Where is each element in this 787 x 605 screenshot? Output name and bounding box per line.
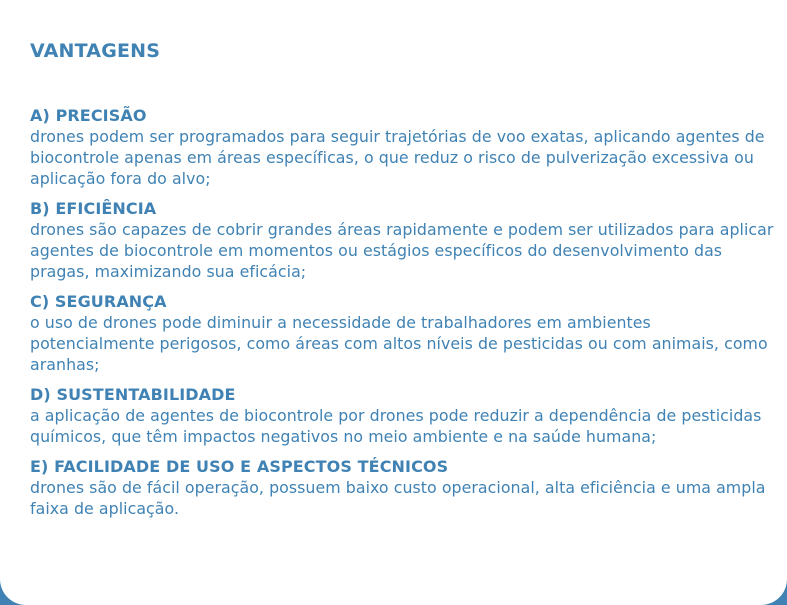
advantage-item-safety [30,292,775,375]
advantage-item-ease-of-use [30,457,775,519]
advantage-title: B) EFICIÊNCIA [30,199,157,218]
advantage-text: drones podem ser programados para seguir trajetórias de voo exatas, aplicando agentes de biocontrole apenas em áreas específicas, o que reduz o risco de pulverização excessiva ou aplicação fora do alvo; [30,127,765,188]
advantage-text: drones são capazes de cobrir grandes áreas rapidamente e podem ser utilizados para aplicar agentes de biocontrole em momentos ou estágios específicos do desenvolvimento das pragas, maximizando sua eficácia; [30,220,774,281]
advantage-text: o uso de drones pode diminuir a necessidade de trabalhadores em ambientes potencialmente perigosos, como áreas com altos níveis de pesticidas ou com animais, como aranhas; [30,313,768,374]
advantage-text: a aplicação de agentes de biocontrole por drones pode reduzir a dependência de pesticidas químicos, que têm impactos negativos no meio ambiente e na saúde humana; [30,406,762,446]
advantage-item-precision [30,106,775,189]
advantages-list [30,106,775,529]
advantage-title: C) SEGURANÇA [30,292,167,311]
advantage-title: D) SUSTENTABILIDADE [30,385,236,404]
page-title: VANTAGENS [30,40,161,62]
advantage-title: A) PRECISÃO [30,106,147,125]
advantage-item-efficiency [30,199,775,282]
advantage-text: drones são de fácil operação, possuem baixo custo operacional, alta eficiência e uma ampla faixa de aplicação. [30,478,766,518]
advantage-title: E) FACILIDADE DE USO E ASPECTOS TÉCNICOS [30,457,449,476]
advantage-item-sustainability [30,385,775,447]
